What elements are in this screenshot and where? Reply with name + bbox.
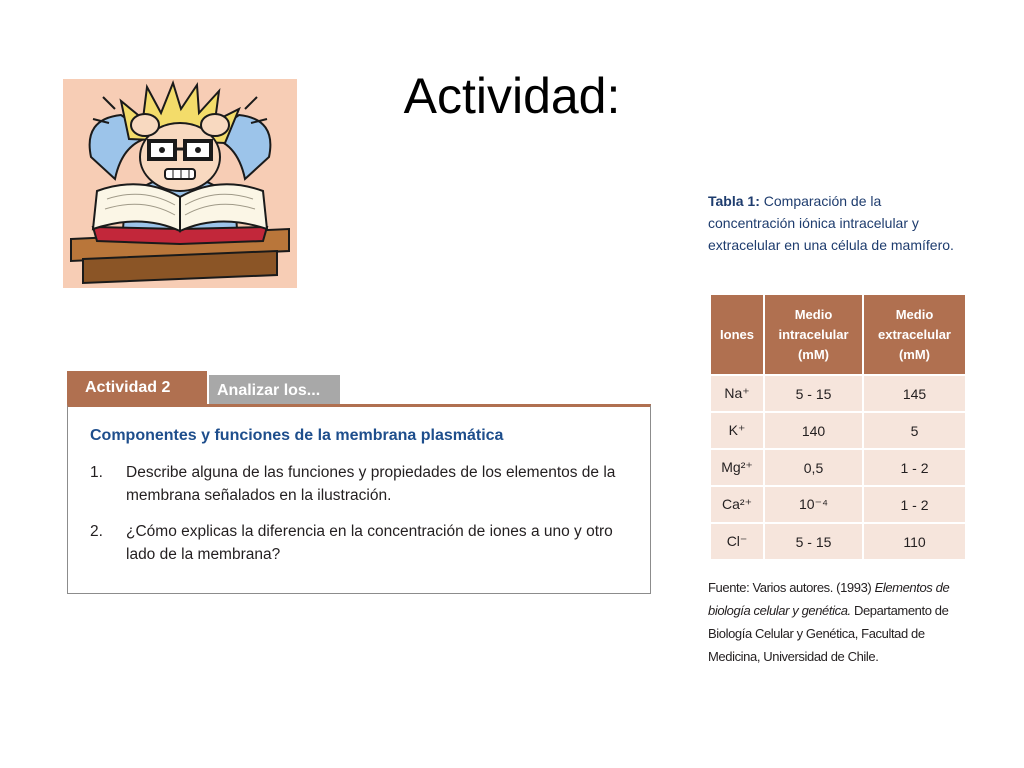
source-prefix: Fuente: Varios autores. (1993) <box>708 580 872 595</box>
extracellular-cell: 1 - 2 <box>863 449 966 486</box>
table-caption-text: Comparación de la concentración iónica intracelular y extracelular en una célula de mamífero. <box>708 193 954 253</box>
table-row <box>710 486 966 523</box>
intracellular-cell: 140 <box>764 412 863 449</box>
question-text: Describe alguna de las funciones y propiedades de los elementos de la membrana señalados en la ilustración. <box>126 464 616 504</box>
table-row <box>710 375 966 412</box>
table-source <box>708 576 970 668</box>
question-number: 2. <box>90 523 103 540</box>
extracellular-cell: 145 <box>863 375 966 412</box>
table-row <box>710 412 966 449</box>
ion-cell: K⁺ <box>710 412 764 449</box>
analyze-tab: Analizar los... <box>209 375 340 404</box>
table-caption-label: Tabla 1: <box>708 193 760 209</box>
intracellular-cell: 5 - 15 <box>764 523 863 560</box>
ion-cell: Cl⁻ <box>710 523 764 560</box>
extracellular-cell: 110 <box>863 523 966 560</box>
slide-title: Actividad: <box>403 68 621 124</box>
ion-cell: Ca²⁺ <box>710 486 764 523</box>
ion-concentration-table <box>709 293 967 561</box>
question-text: ¿Cómo explicas la diferencia en la concentración de iones a uno y otro lado de la membrana? <box>126 523 613 563</box>
question-number: 1. <box>90 464 103 481</box>
intracellular-cell: 0,5 <box>764 449 863 486</box>
ion-cell: Mg²⁺ <box>710 449 764 486</box>
extracellular-cell: 1 - 2 <box>863 486 966 523</box>
intracellular-cell: 10⁻⁴ <box>764 486 863 523</box>
table-header-row <box>710 294 966 375</box>
intracellular-cell: 5 - 15 <box>764 375 863 412</box>
activity-tab: Actividad 2 <box>67 371 207 404</box>
table-row <box>710 523 966 560</box>
column-header-ions: Iones <box>710 294 764 375</box>
activity-box <box>67 404 651 594</box>
stressed-student-with-book-icon <box>63 79 297 288</box>
source-book-title: Elementos de biología celular y genética. <box>708 580 950 618</box>
table-row <box>710 449 966 486</box>
table-caption <box>708 190 958 256</box>
ion-cell: Na⁺ <box>710 375 764 412</box>
source-institution: Departamento de Biología Celular y Genética, Facultad de Medicina, Universidad de Chile. <box>708 603 949 664</box>
column-header-extracellular: Medio extracelular (mM) <box>863 294 966 375</box>
extracellular-cell: 5 <box>863 412 966 449</box>
column-header-intracellular: Medio intracelular (mM) <box>764 294 863 375</box>
activity-heading: Componentes y funciones de la membrana plasmática <box>90 427 504 444</box>
